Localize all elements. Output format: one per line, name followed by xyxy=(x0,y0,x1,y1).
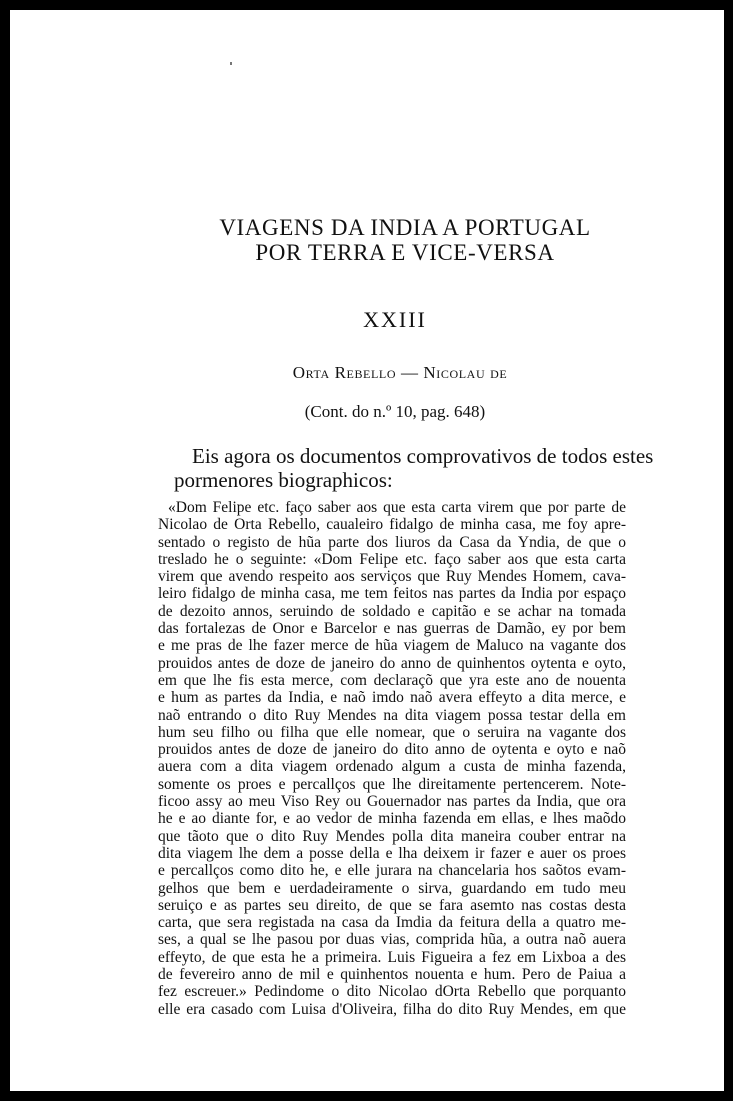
body-line: leiro fidalgo de minha casa, me tem feitos nas partes da India por espaço xyxy=(158,585,626,603)
body-line: somente os proes e percallços que lhe direitamente pertencerem. Note- xyxy=(158,775,626,793)
body-line: elle era casado com Luisa d'Oliveira, filha do dito Ruy Mendes, em que xyxy=(158,1000,626,1018)
body-line: dita viagem lhe dem a posse della e lha deixem ir fazer e auer os proes xyxy=(158,844,626,862)
body-line: treslado he o seguinte: «Dom Felipe etc. faço saber aos que esta carta xyxy=(158,550,626,568)
body-line: naõ entrando o dito Ruy Mendes na dita viagem possa testar della em xyxy=(158,706,626,724)
body-line: prouidos antes de doze de janeiro do anno de quinhentos oytenta e oyto, xyxy=(158,654,626,672)
document-quote xyxy=(158,499,626,1018)
body-line: fez escreuer.» Pedindome o dito Nicolao dOrta Rebello que porquanto xyxy=(158,983,626,1001)
body-line: auera com a dita viagem ordenado algum a custa de minha fazenda, xyxy=(158,758,626,776)
body-line: das fortalezas de Onor e Barcelor e nas guerras de Damão, ey por bem xyxy=(158,620,626,638)
body-line: ses, a qual se lhe pasou por duas vias, comprida hũa, a outra naõ auera xyxy=(158,931,626,949)
intro-paragraph xyxy=(174,444,654,492)
body-line: e percallços como dito he, e elle jurara na chancelaria hos saõtos evam- xyxy=(158,862,626,880)
continuation-note: (Cont. do n.º 10, pag. 648) xyxy=(304,402,486,421)
body-line: e hum as partes da India, e naõ imdo naõ avera effeyto a dita merce, e xyxy=(158,689,626,707)
body-line: virem que avendo respeito aos serviços que Ruy Mendes Homem, cava- xyxy=(158,568,626,586)
intro-line-2: pormenores biographicos: xyxy=(174,468,393,492)
page-title xyxy=(10,215,724,265)
chapter-number: XXIII xyxy=(363,307,427,332)
body-line: em que lhe fis esta merce, com declaraçõ que yra este ano de nouenta xyxy=(158,671,626,689)
body-line: de fevereiro anno de mil e quinhentos nouenta e hum. Pero de Paiua a xyxy=(158,966,626,984)
title-line-2: POR TERRA E VICE-VERSA xyxy=(255,240,555,265)
body-line: he e ao diante for, e ao vedor de minha fazenda em ellas, e lhes maõdo xyxy=(158,810,626,828)
body-line: Nicolao de Orta Rebello, caualeiro fidalgo de minha casa, me foy apre- xyxy=(158,516,626,534)
body-line: de dezoito annos, seruindo de soldado e capitão e se achar na tomada xyxy=(158,602,626,620)
body-line: e me pras de lhe fazer merce de hũa viagem de Maluco na vagante dos xyxy=(158,637,626,655)
body-line: seruiço e as partes seu direito, de que se fara asemto nas costas desta xyxy=(158,896,626,914)
speck xyxy=(230,62,232,65)
body-line: que tãoto que o dito Ruy Mendes polla dita maneira couber entrar na xyxy=(158,827,626,845)
intro-line-1: Eis agora os documentos comprovativos de todos estes xyxy=(192,444,654,468)
author-heading: Orta Rebello — Nicolau de xyxy=(292,363,508,382)
document-page xyxy=(10,10,724,1091)
body-line: carta, que sera registada na casa da Imdia da feitura della a quatro me- xyxy=(158,914,626,932)
title-line-1: VIAGENS DA INDIA A PORTUGAL xyxy=(219,215,591,240)
body-line: gelhos que bem e uerdadeiramente o sirva, guardando em tudo meu xyxy=(158,879,626,897)
body-line: hum seu filho ou filha que elle nomear, que o seruira na vagante dos xyxy=(158,723,626,741)
body-line: ficoo assy ao meu Viso Rey ou Gouernador nas partes da India, que ora xyxy=(158,793,626,811)
body-line: effeyto, de que esta he a primeira. Luis Figueira a fez em Lixboa a des xyxy=(158,948,626,966)
body-line: prouidos antes de doze de janeiro do dito anno de oytenta e oyto e naõ xyxy=(158,741,626,759)
body-line: «Dom Felipe etc. faço saber aos que esta carta virem que por parte de xyxy=(168,499,626,516)
body-line: sentado o registo de hũa parte dos liuros da Casa da Yndia, de que o xyxy=(158,533,626,551)
